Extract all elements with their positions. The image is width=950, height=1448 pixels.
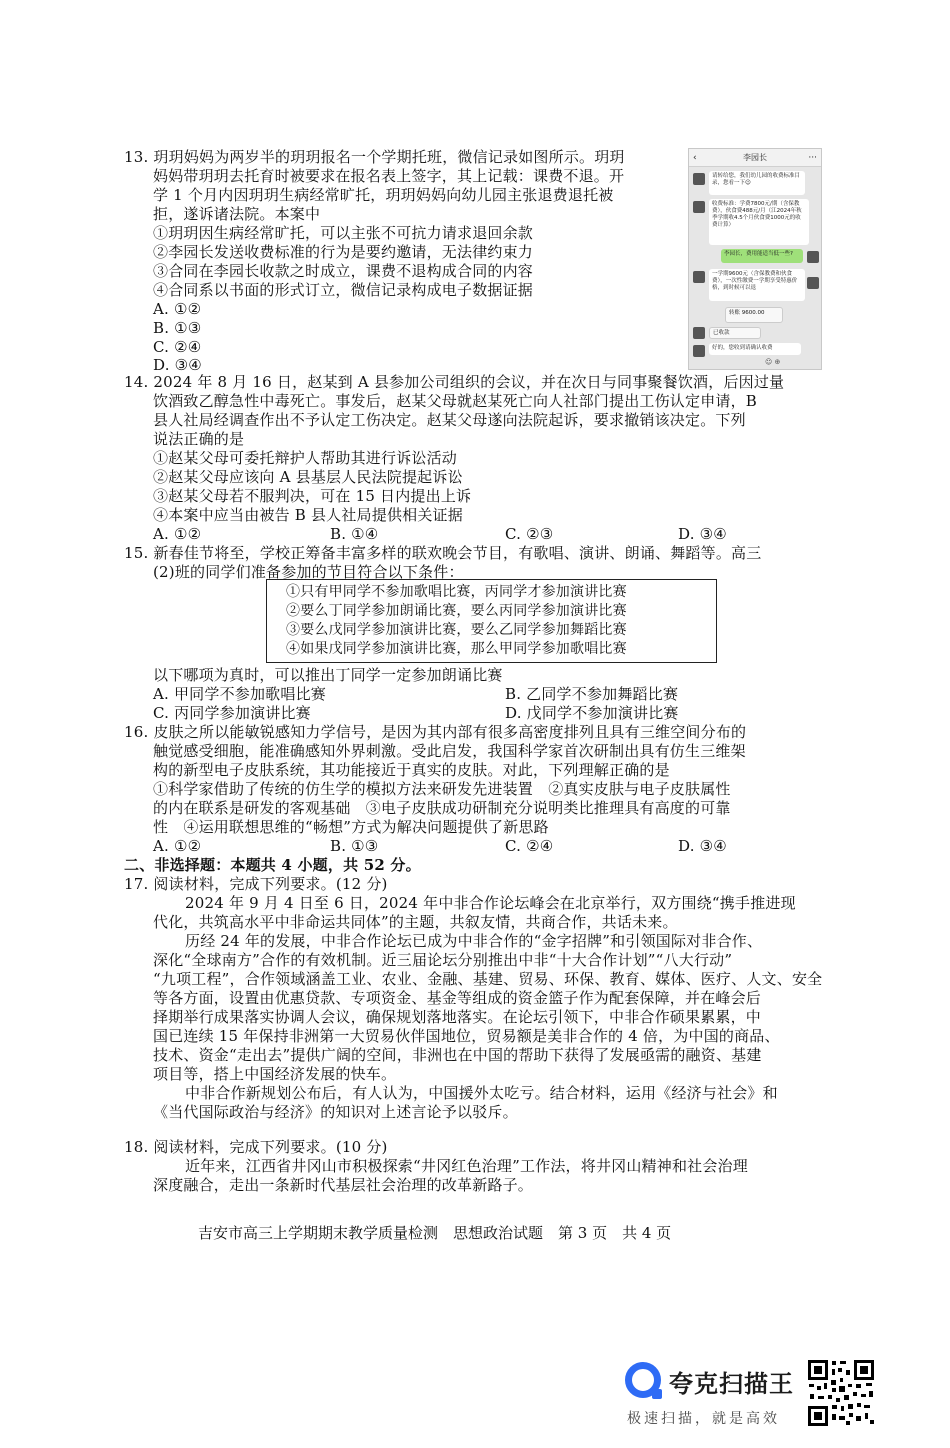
page-footer: 吉安市高三上学期期末教学质量检测 思想政治试题 第 3 页 共 4 页 [198,1224,672,1242]
q17-line-8: 国已连续 15 年保持非洲第一大贸易伙伴国地位，贸易额是美非合作的 4 倍，为中国的商品、 [153,1027,780,1045]
q18-line-1: 近年来，江西省井冈山市积极探索“井冈红色治理”工作法，将井冈山精神和社会治理 [185,1157,748,1175]
q15-condition-4: ④如果戊同学参加演讲比赛，那么甲同学参加歌唱比赛 [286,641,627,657]
avatar-principal [693,327,705,339]
q14-statement-4: ④本案中应当由被告 B 县人社局提供相关证据 [153,506,463,524]
q15-option-c: C. 丙同学参加演讲比赛 [153,704,311,722]
q15-option-d: D. 戊同学不参加演讲比赛 [505,704,679,722]
q18-line-2: 深度融合，走出一条新时代基层社会治理的改革新路子。 [153,1176,534,1194]
qr-code-icon [806,1358,876,1428]
quark-logo-icon [625,1362,661,1398]
q15-option-b: B. 乙同学不参加舞蹈比赛 [505,685,679,703]
q14-option-b: B. ①④ [330,525,379,543]
section-2-heading: 二、非选择题：本题共 4 小题，共 52 分。 [124,856,421,874]
back-icon: ‹ [693,153,697,163]
chat-message-2: 收费标准：学费7800元/期（含保教费），伙食费488元/月（江2024年秋季学期收4.5个月伙食费1000元的收费计算） [709,199,809,245]
q13-statement-2: ②李园长发送收费标准的行为是要约邀请，无法律约束力 [153,243,534,261]
q16-line-5: 的内在联系是研发的客观基础 ③电子皮肤成功研制充分说明类比推理具有高度的可靠 [153,799,731,817]
q17-line-10: 项目等，搭上中国经济发展的快车。 [153,1065,397,1083]
q14-statement-2: ②赵某父母应该向 A 县基层人民法院提起诉讼 [153,468,463,486]
q17-line-6: 等各方面，设置由优惠贷款、专项资金、基金等组成的资金篮子作为配套保障，并在峰会后 [153,989,762,1007]
q13-option-a: A. ①② [153,300,202,318]
chat-header [689,149,821,167]
q17-line-11: 中非合作新规划公布后，有人认为，中国援外太吃亏。结合材料，运用《经济与社会》和 [185,1084,778,1102]
more-icon: ··· [808,153,817,163]
q17-heading: 17. 阅读材料，完成下列要求。(12 分) [124,875,388,893]
q13-statement-3: ③合同在李园长收款之时成立，课费不退构成合同的内容 [153,262,534,280]
avatar-principal [693,201,705,213]
q16-line-2: 触觉感受细胞，能准确感知外界刺激。受此启发，我国科学家首次研制出具有仿生三维架 [153,742,746,760]
q13-option-b: B. ①③ [153,319,202,337]
q18-heading: 18. 阅读材料，完成下列要求。(10 分) [124,1138,388,1156]
q14-option-d: D. ③④ [678,525,727,543]
avatar-principal [693,345,705,357]
chat-title: 李园长 [743,153,767,162]
scanner-logo [625,1358,805,1428]
q14-line-2: 饮酒致乙醇急性中毒死亡。事发后，赵某父母就赵某死亡向人社部门提出工伤认定申请，B [153,392,758,410]
q17-line-1: 2024 年 9 月 4 日至 6 日，2024 年中非合作论坛峰会在北京举行，双方围绕“携手推进现 [185,894,796,912]
chat-message-5: 好的，您收到请确认收费 [709,343,801,355]
q14-option-c: C. ②③ [505,525,554,543]
q16-option-b: B. ①③ [330,837,379,855]
q17-line-12: 《当代国际政治与经济》的知识对上述言论予以驳斥。 [153,1103,518,1121]
q13-statement-1: ①玥玥因生病经常旷托，可以主张不可抗力请求退回余款 [153,224,534,242]
q14-statement-3: ③赵某父母若不服判决，可在 15 日内提出上诉 [153,487,472,505]
received-card: 已收款 [709,327,761,339]
q13-line-3: 学 1 个月内因玥玥生病经常旷托，玥玥妈妈向幼儿园主张退费退托被 [153,186,614,204]
q17-line-2: 代化，共筑高水平中非命运共同体”的主题，共叙友情，共商合作，共话未来。 [153,913,678,931]
q14-line-3: 县人社局经调查作出不予认定工伤决定。赵某父母遂向法院起诉，要求撤销该决定。下列 [153,411,746,429]
q13-line-2: 妈妈带玥玥去托育时被要求在报名表上签字，其上记载：课费不退。开 [153,167,625,185]
chat-message-1: 请转给您，我们幼儿园的收费标准目录，您看一下☺ [709,171,805,195]
q15-condition-3: ③要么戊同学参加演讲比赛，要么乙同学参加舞蹈比赛 [286,622,627,638]
q16-line-1: 16. 皮肤之所以能敏锐感知力学信号，是因为其内部有很多高密度排列且具有三维空间分布的 [124,723,747,741]
q17-line-4: 深化“全球南方”合作的有效机制。近三届论坛分别推出中非“十大合作计划”“八大行动” [153,951,733,969]
q13-line-1: 13. 玥玥妈妈为两岁半的玥玥报名一个学期托班，微信记录如图所示。玥玥 [124,148,625,166]
avatar-principal [693,271,705,283]
q15-question: 以下哪项为真时，可以推出丁同学一定参加朗诵比赛 [153,666,503,684]
q17-line-9: 技术、资金“走出去”提供广阔的空间，非洲也在中国的帮助下获得了发展亟需的融资、基建 [153,1046,762,1064]
input-bar-icons: ☺ ⊕ [765,358,781,366]
q16-line-6: 性 ④运用联想思维的“畅想”方式为解决问题提供了新思路 [153,818,549,836]
q14-line-4: 说法正确的是 [153,430,245,448]
q15-condition-2: ②要么丁同学参加朗诵比赛，要么丙同学参加演讲比赛 [286,603,627,619]
q13-statement-4: ④合同系以书面的形式订立，微信记录构成电子数据证据 [153,281,534,299]
q17-line-7: 择期举行成果落实协调人会议，确保规划落地落实。在论坛引领下，中非合作硕果累累，中 [153,1008,762,1026]
q14-statement-1: ①赵某父母可委托辩护人帮助其进行诉讼活动 [153,449,458,467]
avatar-parent [807,251,819,263]
q13-option-c: C. ②④ [153,338,202,356]
q15-condition-1: ①只有甲同学不参加歌唱比赛，丙同学才参加演讲比赛 [286,584,627,600]
scanner-slogan: 极速扫描，就是高效 [627,1411,780,1427]
q15-option-a: A. 甲同学不参加歌唱比赛 [153,685,326,703]
q13-line-4: 拒，遂诉诸法院。本案中 [153,205,321,223]
scanner-brand: 夸克扫描王 [669,1370,794,1398]
q16-line-3: 构的新型电子皮肤系统，其功能接近于真实的皮肤。对此，下列理解正确的是 [153,761,670,779]
q17-line-5: “九项工程”，合作领域涵盖工业、农业、金融、基建、贸易、环保、教育、媒体、医疗、人文、安全 [153,970,823,988]
chat-message-4: 一学期9600元（含保教费和伙食费），一次性缴费一学期享受特惠价格，到时候可以退 [709,269,805,301]
wechat-screenshot [688,148,822,370]
q17-line-3: 历经 24 年的发展，中非合作论坛已成为中非合作的“金字招牌”和引领国际对非合作、 [185,932,763,950]
q14-line-1: 14. 2024 年 8 月 16 日，赵某到 A 县参加公司组织的会议，并在次日与同事聚餐饮酒，后因过量 [124,373,785,391]
q16-option-c: C. ②④ [505,837,554,855]
avatar-parent [807,277,819,289]
transfer-card: 转账 9600.00 [725,307,783,323]
chat-message-3: 李园长，费用能适当低一些? [721,249,803,263]
avatar-principal [693,173,705,185]
q16-option-a: A. ①② [153,837,202,855]
q14-option-a: A. ①② [153,525,202,543]
q16-line-4: ①科学家借助了传统的仿生学的模拟方法来研发先进装置 ②真实皮肤与电子皮肤属性 [153,780,731,798]
q15-line-1: 15. 新春佳节将至，学校正筹备丰富多样的联欢晚会节目，有歌唱、演讲、朗诵、舞蹈等。高三 [124,544,762,562]
q15-line-2: (2)班的同学们准备参加的节目符合以下条件： [153,563,464,581]
q16-option-d: D. ③④ [678,837,727,855]
q13-option-d: D. ③④ [153,356,202,374]
